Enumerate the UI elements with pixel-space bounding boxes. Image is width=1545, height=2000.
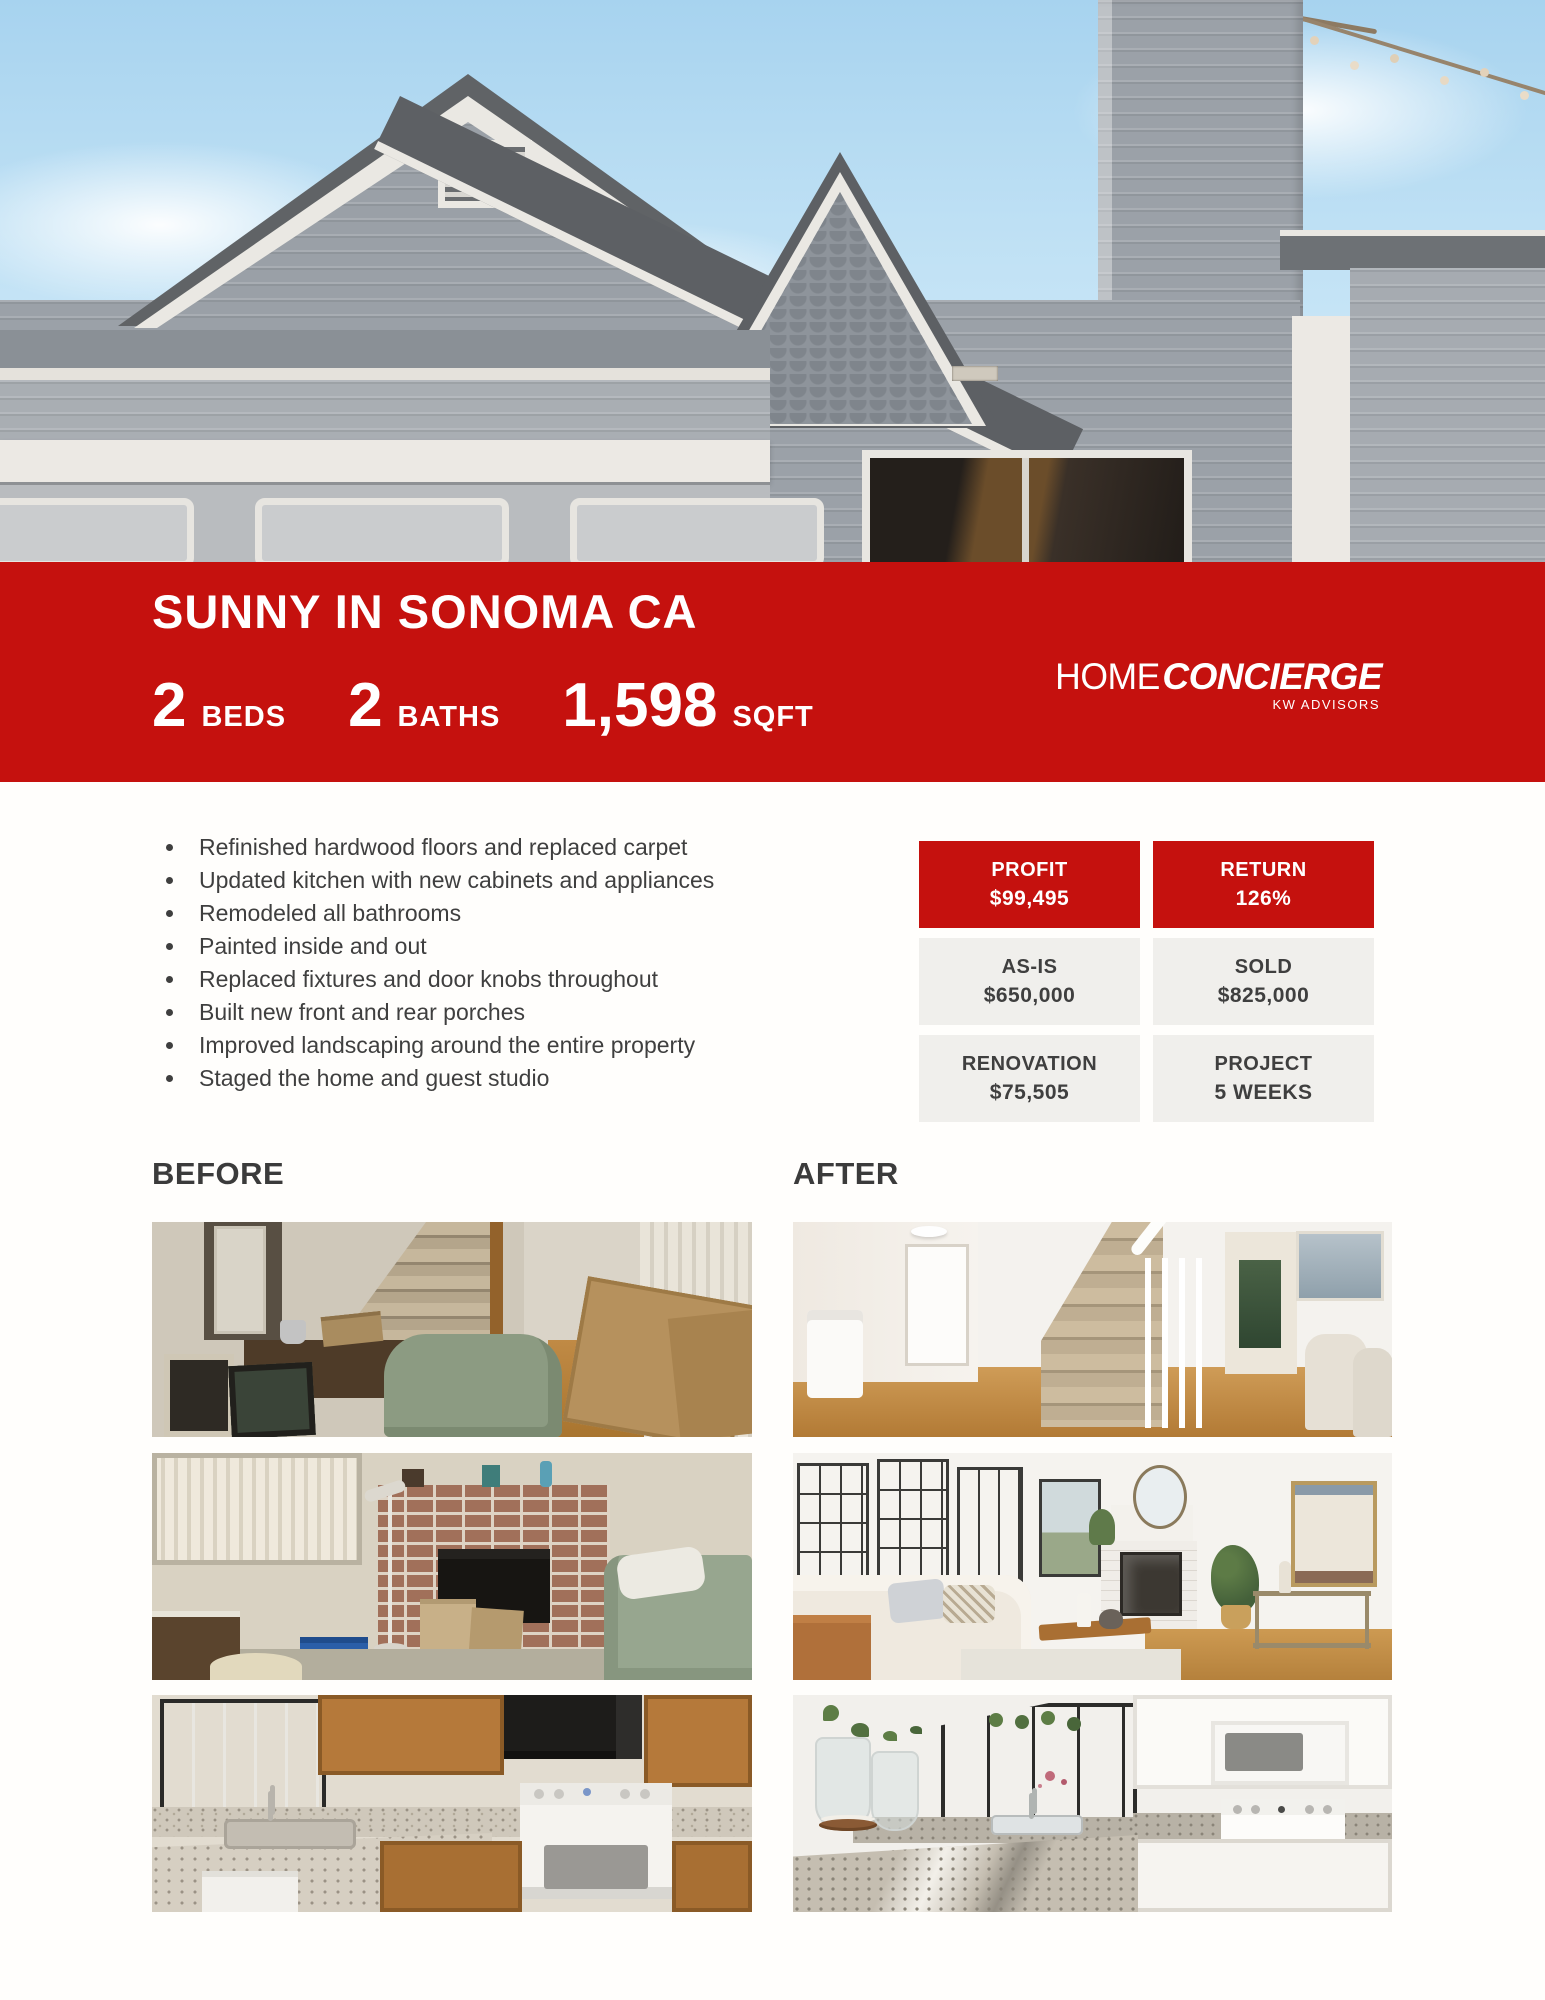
list-item (152, 902, 832, 925)
coffee-table (1039, 1617, 1152, 1641)
stat-cell-renovation (919, 1035, 1140, 1122)
list-item (152, 869, 832, 892)
mantel-book (482, 1465, 500, 1487)
gray-pillow (887, 1578, 947, 1624)
washer (807, 1310, 863, 1398)
stat-cell-profit (919, 841, 1140, 928)
wall-art (1291, 1481, 1377, 1587)
sqft-value: 1,598 (562, 671, 718, 740)
garage-door-window (0, 498, 194, 562)
stat-cell-asis (919, 938, 1140, 1025)
hall-door (905, 1244, 969, 1366)
console-table-top (1253, 1591, 1371, 1596)
logo-subtitle: KW ADVISORS (1272, 697, 1380, 712)
cardboard-box-small (321, 1311, 384, 1347)
page-title: SUNNY IN SONOMA CA (152, 585, 698, 638)
garage-header-beam (0, 440, 770, 482)
bullet-icon (166, 1009, 173, 1016)
plate-stack (819, 1819, 877, 1831)
lampshade (210, 1653, 302, 1680)
cardboard-box (668, 1310, 752, 1437)
garage-upper-wall (0, 380, 770, 442)
granite-island-foreground (793, 1835, 1138, 1912)
double-sink (224, 1819, 356, 1849)
black-frame-window (877, 1459, 949, 1589)
after-entry-photo (793, 1222, 1392, 1437)
faucet (268, 1791, 273, 1821)
window-with-blinds (152, 1453, 362, 1565)
stove-knobs (534, 1789, 544, 1799)
garage-door-window (255, 498, 509, 562)
mantel-vase (540, 1461, 552, 1487)
patio-door-view (1239, 1260, 1281, 1348)
logo-wordmark (1053, 658, 1382, 695)
baths-label: BATHS (397, 701, 501, 733)
beds-label: BEDS (201, 701, 287, 733)
console-vase (1279, 1561, 1291, 1593)
wood-side-table (793, 1615, 871, 1680)
oven-door-window (544, 1845, 648, 1889)
stat-cell-sold (1153, 938, 1374, 1025)
ceiling-light (911, 1226, 947, 1237)
green-armchair (384, 1334, 562, 1437)
stat-value: 126% (1235, 886, 1292, 910)
wall-art (1299, 1234, 1381, 1298)
home-concierge-logo (1053, 658, 1382, 711)
logo-concierge-text: CONCIERGE (1162, 656, 1382, 697)
white-railing-balusters (1145, 1258, 1209, 1428)
stat-cell-return (1153, 841, 1374, 928)
after-heading: AFTER (793, 1156, 899, 1191)
black-frame-window (957, 1467, 1023, 1585)
black-frame-window (797, 1463, 869, 1589)
bullet-icon (166, 1042, 173, 1049)
before-living-photo (152, 1453, 752, 1680)
highlight-text: Painted inside and out (199, 933, 427, 959)
stat-label: AS-IS (1001, 955, 1058, 978)
title-banner (0, 562, 1545, 782)
table-vase (1077, 1593, 1091, 1627)
mantel-plant (1089, 1509, 1115, 1545)
stat-cell-project (1153, 1035, 1374, 1122)
garden-window (941, 1703, 1137, 1827)
stat-label: PROFIT (991, 858, 1068, 881)
highlight-text: Replaced fixtures and door knobs throughout (199, 966, 659, 992)
after-kitchen-photo (793, 1695, 1392, 1912)
console-table-legs (1255, 1593, 1259, 1649)
black-microwave (504, 1695, 642, 1759)
glass-vase (815, 1737, 871, 1829)
before-entry-photo (152, 1222, 752, 1437)
stat-label: PROJECT (1214, 1052, 1313, 1075)
logo-home-text: HOME (1055, 656, 1161, 697)
oak-upper-cabinet-right (644, 1695, 752, 1787)
garage-trim-line (0, 368, 770, 380)
sqft-stat (562, 670, 814, 741)
bullet-icon (166, 943, 173, 950)
list-item (152, 1034, 832, 1057)
firebox (1123, 1555, 1179, 1613)
hanging-plants (989, 1713, 1003, 1727)
table-decor (1099, 1609, 1123, 1629)
kitchen-window (160, 1699, 326, 1815)
list-item (152, 968, 832, 991)
dining-chair (1353, 1348, 1392, 1437)
faucet (1029, 1793, 1034, 1819)
mantel-decor (402, 1469, 424, 1487)
stat-value: 5 WEEKS (1214, 1080, 1313, 1104)
financial-stats-grid (919, 841, 1374, 1122)
slider-door-mullion (1022, 458, 1029, 562)
highlight-text: Updated kitchen with new cabinets and appliances (199, 867, 715, 893)
leaning-frame (228, 1362, 316, 1437)
bullet-icon (166, 976, 173, 983)
stat-label: RENOVATION (961, 1052, 1098, 1075)
stat-value: $75,505 (989, 1080, 1070, 1104)
address-plate (952, 366, 998, 381)
bullet-icon (166, 910, 173, 917)
stat-label: RETURN (1220, 858, 1307, 881)
stat-label: SOLD (1234, 955, 1293, 978)
round-mirror (1133, 1465, 1187, 1529)
list-item (152, 1067, 832, 1090)
bullet-icon (166, 1075, 173, 1082)
front-door (214, 1226, 266, 1334)
kettle-clutter (280, 1320, 306, 1344)
highlight-text: Refinished hardwood floors and replaced carpet (199, 834, 688, 860)
garage-door-window (570, 498, 824, 562)
white-lower-cabinets (1133, 1839, 1392, 1912)
stat-value: $650,000 (983, 983, 1076, 1007)
before-kitchen-photo (152, 1695, 752, 1912)
glass-vase (871, 1751, 919, 1831)
bullet-icon (166, 877, 173, 884)
dishwasher (202, 1871, 298, 1912)
oak-lower-cabinets (380, 1841, 522, 1912)
beds-value: 2 (152, 671, 187, 740)
stat-value: $825,000 (1217, 983, 1310, 1007)
plant-leaves (823, 1705, 839, 1721)
striped-pillow (943, 1585, 995, 1623)
property-stats-row (152, 670, 814, 741)
floor-lamp-pole (388, 1493, 392, 1645)
leaning-frame (164, 1354, 234, 1437)
oak-lower-cabinet-right (672, 1841, 752, 1912)
area-rug (961, 1649, 1181, 1680)
oak-upper-cabinets (318, 1695, 504, 1775)
beds-stat (152, 670, 286, 741)
list-item (152, 935, 832, 958)
microwave-window (1225, 1733, 1303, 1771)
baths-value: 2 (348, 671, 383, 740)
highlight-text: Remodeled all bathrooms (199, 900, 462, 926)
sqft-label: SQFT (732, 701, 814, 733)
before-heading: BEFORE (152, 1156, 285, 1191)
renovation-highlights-list (152, 836, 832, 1100)
porch-pillar (1292, 316, 1350, 562)
stove-controls (1233, 1805, 1242, 1814)
hardwood-floor (1145, 1629, 1392, 1680)
garage-eave-shadow (0, 330, 770, 370)
highlight-text: Improved landscaping around the entire property (199, 1032, 696, 1058)
highlight-text: Staged the home and guest studio (199, 1065, 550, 1091)
far-right-roof (1280, 236, 1545, 270)
right-wall-siding (1350, 268, 1545, 562)
stat-value: $99,495 (989, 886, 1070, 910)
list-item (152, 836, 832, 859)
list-item (152, 1001, 832, 1024)
garden-flowers (1045, 1771, 1055, 1781)
baths-stat (348, 670, 500, 741)
sink (991, 1815, 1083, 1835)
after-living-photo (793, 1453, 1392, 1680)
fiddle-leaf-plant (1211, 1545, 1259, 1613)
plant-leaves (851, 1723, 869, 1737)
bullet-icon (166, 844, 173, 851)
plant-basket (1221, 1605, 1251, 1629)
hero-house-photo (0, 0, 1545, 562)
highlight-text: Built new front and rear porches (199, 999, 526, 1025)
